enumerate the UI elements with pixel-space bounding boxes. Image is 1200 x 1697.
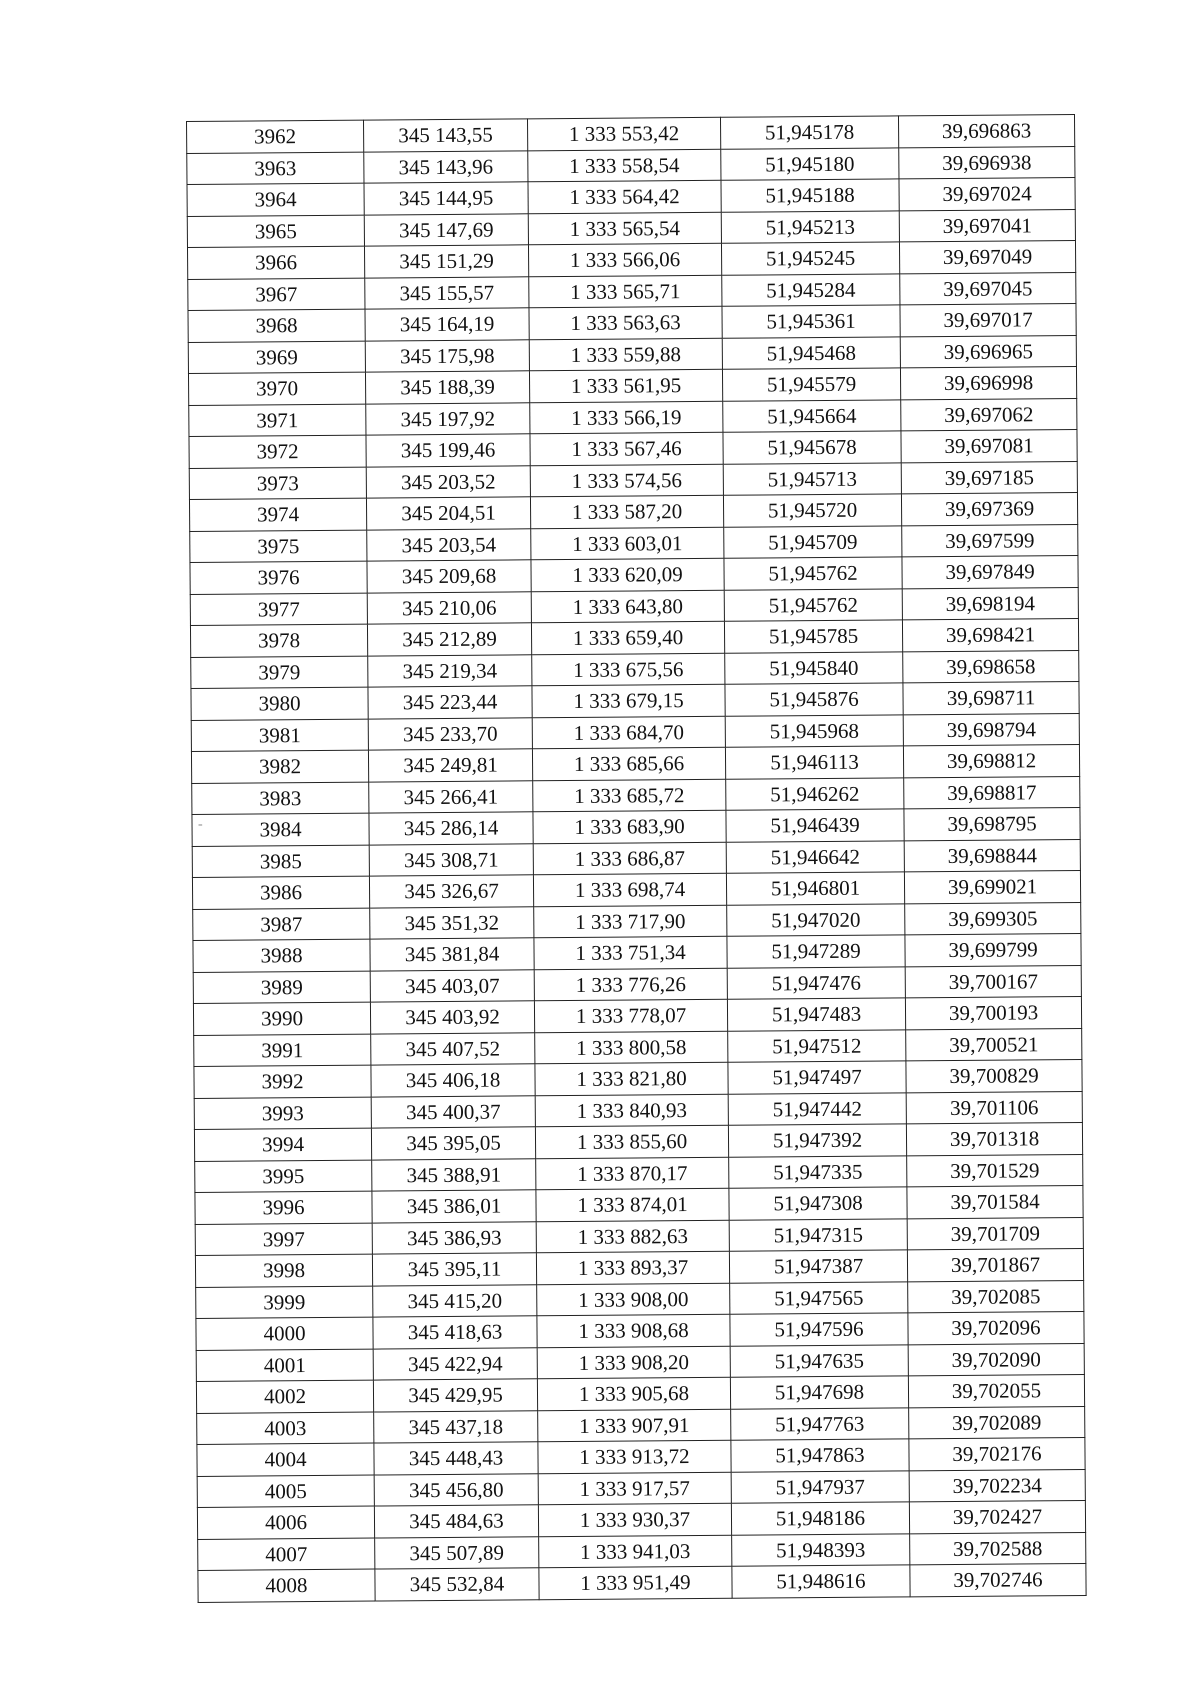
y-coordinate-cell: 1 333 643,80 <box>531 590 724 623</box>
point-number-cell: 3981 <box>191 719 368 752</box>
point-number-cell: 4008 <box>198 1569 375 1602</box>
point-number-cell: 3966 <box>187 246 364 279</box>
table-row <box>198 1563 1086 1601</box>
x-coordinate-cell: 345 484,63 <box>374 1505 538 1538</box>
y-coordinate-cell: 1 333 776,26 <box>534 968 727 1001</box>
point-number-cell: 3995 <box>195 1160 372 1193</box>
point-number-cell: 3965 <box>187 215 364 248</box>
coordinates-table-body <box>187 115 1087 1602</box>
y-coordinate-cell: 1 333 951,49 <box>539 1566 732 1599</box>
longitude-cell: 39,702176 <box>909 1437 1085 1470</box>
longitude-cell: 39,701106 <box>906 1091 1082 1124</box>
y-coordinate-cell: 1 333 855,60 <box>535 1125 728 1158</box>
x-coordinate-cell: 345 532,84 <box>375 1568 539 1601</box>
coordinates-table <box>186 114 1087 1602</box>
longitude-cell: 39,696965 <box>900 335 1076 368</box>
x-coordinate-cell: 345 188,39 <box>365 371 529 404</box>
latitude-cell: 51,947392 <box>728 1124 906 1157</box>
point-number-cell: 4006 <box>197 1506 374 1539</box>
longitude-cell: 39,702096 <box>908 1311 1084 1344</box>
y-coordinate-cell: 1 333 751,34 <box>534 936 727 969</box>
point-number-cell: 3988 <box>193 939 370 972</box>
latitude-cell: 51,947763 <box>731 1407 909 1440</box>
y-coordinate-cell: 1 333 941,03 <box>539 1535 732 1568</box>
x-coordinate-cell: 345 175,98 <box>365 339 529 372</box>
y-coordinate-cell: 1 333 930,37 <box>538 1503 731 1536</box>
y-coordinate-cell: 1 333 679,15 <box>532 684 725 717</box>
y-coordinate-cell: 1 333 553,42 <box>527 117 720 150</box>
point-number-cell: 3990 <box>193 1002 370 1035</box>
y-coordinate-cell: 1 333 800,58 <box>535 1031 728 1064</box>
longitude-cell: 39,702746 <box>910 1563 1086 1596</box>
latitude-cell: 51,945968 <box>725 714 903 747</box>
y-coordinate-cell: 1 333 893,37 <box>536 1251 729 1284</box>
latitude-cell: 51,947698 <box>730 1376 908 1409</box>
longitude-cell: 39,697041 <box>899 209 1075 242</box>
latitude-cell: 51,945245 <box>721 242 899 275</box>
y-coordinate-cell: 1 333 913,72 <box>538 1440 731 1473</box>
point-number-cell: 3975 <box>190 530 367 563</box>
latitude-cell: 51,945178 <box>720 116 898 149</box>
latitude-cell: 51,948393 <box>732 1533 910 1566</box>
latitude-cell: 51,946642 <box>726 840 904 873</box>
longitude-cell: 39,699021 <box>904 870 1080 903</box>
latitude-cell: 51,946801 <box>726 872 904 905</box>
longitude-cell: 39,697369 <box>901 493 1077 526</box>
y-coordinate-cell: 1 333 717,90 <box>534 905 727 938</box>
point-number-cell: 3980 <box>191 687 368 720</box>
y-coordinate-cell: 1 333 685,66 <box>532 747 725 780</box>
point-number-cell: 3999 <box>196 1286 373 1319</box>
scan-mark: - <box>198 817 203 832</box>
y-coordinate-cell: 1 333 567,46 <box>530 432 723 465</box>
longitude-cell: 39,701584 <box>907 1185 1083 1218</box>
longitude-cell: 39,701529 <box>907 1154 1083 1187</box>
y-coordinate-cell: 1 333 905,68 <box>537 1377 730 1410</box>
x-coordinate-cell: 345 164,19 <box>365 308 529 341</box>
y-coordinate-cell: 1 333 907,91 <box>538 1409 731 1442</box>
latitude-cell: 51,945284 <box>722 273 900 306</box>
y-coordinate-cell: 1 333 908,68 <box>537 1314 730 1347</box>
point-number-cell: 3991 <box>194 1034 371 1067</box>
longitude-cell: 39,698812 <box>903 745 1079 778</box>
latitude-cell: 51,947497 <box>728 1061 906 1094</box>
x-coordinate-cell: 345 407,52 <box>371 1032 535 1065</box>
longitude-cell: 39,701318 <box>906 1122 1082 1155</box>
y-coordinate-cell: 1 333 563,63 <box>529 306 722 339</box>
point-number-cell: 3979 <box>191 656 368 689</box>
point-number-cell: 3971 <box>189 404 366 437</box>
x-coordinate-cell: 345 308,71 <box>369 843 533 876</box>
latitude-cell: 51,946113 <box>725 746 903 779</box>
longitude-cell: 39,701709 <box>907 1217 1083 1250</box>
y-coordinate-cell: 1 333 870,17 <box>536 1157 729 1190</box>
longitude-cell: 39,698795 <box>904 808 1080 841</box>
longitude-cell: 39,697849 <box>902 556 1078 589</box>
latitude-cell: 51,947565 <box>730 1281 908 1314</box>
y-coordinate-cell: 1 333 908,00 <box>537 1283 730 1316</box>
point-number-cell: 4005 <box>197 1475 374 1508</box>
x-coordinate-cell: 345 210,06 <box>367 591 531 624</box>
x-coordinate-cell: 345 203,54 <box>367 528 531 561</box>
longitude-cell: 39,697599 <box>902 524 1078 557</box>
longitude-cell: 39,702427 <box>909 1500 1085 1533</box>
longitude-cell: 39,700829 <box>906 1059 1082 1092</box>
latitude-cell: 51,945876 <box>725 683 903 716</box>
x-coordinate-cell: 345 286,14 <box>369 812 533 845</box>
latitude-cell: 51,947289 <box>727 935 905 968</box>
x-coordinate-cell: 345 266,41 <box>369 780 533 813</box>
latitude-cell: 51,947020 <box>727 903 905 936</box>
x-coordinate-cell: 345 456,80 <box>374 1473 538 1506</box>
longitude-cell: 39,700167 <box>905 965 1081 998</box>
longitude-cell: 39,701867 <box>907 1248 1083 1281</box>
point-number-cell: 3983 <box>192 782 369 815</box>
longitude-cell: 39,696863 <box>898 115 1074 148</box>
latitude-cell: 51,945785 <box>724 620 902 653</box>
latitude-cell: 51,947937 <box>731 1470 909 1503</box>
y-coordinate-cell: 1 333 675,56 <box>532 653 725 686</box>
point-number-cell: 4000 <box>196 1317 373 1350</box>
x-coordinate-cell: 345 386,93 <box>372 1221 536 1254</box>
latitude-cell: 51,945762 <box>724 557 902 590</box>
x-coordinate-cell: 345 197,92 <box>366 402 530 435</box>
x-coordinate-cell: 345 437,18 <box>374 1410 538 1443</box>
x-coordinate-cell: 345 400,37 <box>371 1095 535 1128</box>
longitude-cell: 39,698711 <box>903 682 1079 715</box>
x-coordinate-cell: 345 212,89 <box>367 623 531 656</box>
y-coordinate-cell: 1 333 821,80 <box>535 1062 728 1095</box>
point-number-cell: 3977 <box>190 593 367 626</box>
x-coordinate-cell: 345 155,57 <box>365 276 529 309</box>
x-coordinate-cell: 345 381,84 <box>370 938 534 971</box>
x-coordinate-cell: 345 144,95 <box>364 182 528 215</box>
x-coordinate-cell: 345 351,32 <box>370 906 534 939</box>
point-number-cell: 3963 <box>187 152 364 185</box>
point-number-cell: 3964 <box>187 183 364 216</box>
y-coordinate-cell: 1 333 574,56 <box>530 464 723 497</box>
x-coordinate-cell: 345 415,20 <box>373 1284 537 1317</box>
point-number-cell: 3997 <box>195 1223 372 1256</box>
longitude-cell: 39,702588 <box>910 1532 1086 1565</box>
point-number-cell: 3986 <box>192 876 369 909</box>
longitude-cell: 39,698844 <box>904 839 1080 872</box>
x-coordinate-cell: 345 418,63 <box>373 1316 537 1349</box>
latitude-cell: 51,945180 <box>721 147 899 180</box>
x-coordinate-cell: 345 223,44 <box>368 686 532 719</box>
latitude-cell: 51,948616 <box>732 1565 910 1598</box>
point-number-cell: 3982 <box>191 750 368 783</box>
x-coordinate-cell: 345 143,55 <box>363 119 527 152</box>
longitude-cell: 39,699799 <box>905 933 1081 966</box>
point-number-cell: 3993 <box>194 1097 371 1130</box>
longitude-cell: 39,697062 <box>901 398 1077 431</box>
point-number-cell: 3967 <box>188 278 365 311</box>
longitude-cell: 39,702090 <box>908 1343 1084 1376</box>
longitude-cell: 39,698817 <box>904 776 1080 809</box>
point-number-cell: 3972 <box>189 435 366 468</box>
longitude-cell: 39,700521 <box>906 1028 1082 1061</box>
longitude-cell: 39,697045 <box>900 272 1076 305</box>
y-coordinate-cell: 1 333 659,40 <box>531 621 724 654</box>
longitude-cell: 39,702055 <box>908 1374 1084 1407</box>
x-coordinate-cell: 345 233,70 <box>368 717 532 750</box>
y-coordinate-cell: 1 333 686,87 <box>533 842 726 875</box>
point-number-cell: 4002 <box>196 1380 373 1413</box>
x-coordinate-cell: 345 203,52 <box>366 465 530 498</box>
x-coordinate-cell: 345 395,05 <box>371 1127 535 1160</box>
latitude-cell: 51,947315 <box>729 1218 907 1251</box>
latitude-cell: 51,945664 <box>723 399 901 432</box>
y-coordinate-cell: 1 333 840,93 <box>535 1094 728 1127</box>
longitude-cell: 39,698421 <box>902 619 1078 652</box>
y-coordinate-cell: 1 333 874,01 <box>536 1188 729 1221</box>
latitude-cell: 51,947442 <box>728 1092 906 1125</box>
longitude-cell: 39,702085 <box>908 1280 1084 1313</box>
y-coordinate-cell: 1 333 620,09 <box>531 558 724 591</box>
y-coordinate-cell: 1 333 685,72 <box>533 779 726 812</box>
x-coordinate-cell: 345 219,34 <box>368 654 532 687</box>
latitude-cell: 51,945213 <box>721 210 899 243</box>
point-number-cell: 3978 <box>190 624 367 657</box>
longitude-cell: 39,697081 <box>901 430 1077 463</box>
y-coordinate-cell: 1 333 564,42 <box>528 180 721 213</box>
y-coordinate-cell: 1 333 558,54 <box>528 149 721 182</box>
latitude-cell: 51,945762 <box>724 588 902 621</box>
x-coordinate-cell: 345 403,92 <box>370 1001 534 1034</box>
point-number-cell: 3962 <box>187 120 364 153</box>
point-number-cell: 3985 <box>192 845 369 878</box>
latitude-cell: 51,948186 <box>731 1502 909 1535</box>
latitude-cell: 51,945840 <box>725 651 903 684</box>
x-coordinate-cell: 345 406,18 <box>371 1064 535 1097</box>
longitude-cell: 39,700193 <box>905 996 1081 1029</box>
point-number-cell: 3969 <box>188 341 365 374</box>
x-coordinate-cell: 345 143,96 <box>364 150 528 183</box>
point-number-cell: 3973 <box>189 467 366 500</box>
point-number-cell: 3984 <box>192 813 369 846</box>
point-number-cell: 3987 <box>193 908 370 941</box>
y-coordinate-cell: 1 333 559,88 <box>529 338 722 371</box>
point-number-cell: 3994 <box>194 1128 371 1161</box>
y-coordinate-cell: 1 333 565,71 <box>529 275 722 308</box>
latitude-cell: 51,947335 <box>729 1155 907 1188</box>
x-coordinate-cell: 345 199,46 <box>366 434 530 467</box>
latitude-cell: 51,945709 <box>724 525 902 558</box>
y-coordinate-cell: 1 333 698,74 <box>533 873 726 906</box>
x-coordinate-cell: 345 386,01 <box>372 1190 536 1223</box>
longitude-cell: 39,699305 <box>905 902 1081 935</box>
point-number-cell: 4007 <box>198 1538 375 1571</box>
x-coordinate-cell: 345 204,51 <box>366 497 530 530</box>
longitude-cell: 39,696938 <box>899 146 1075 179</box>
x-coordinate-cell: 345 249,81 <box>368 749 532 782</box>
y-coordinate-cell: 1 333 778,07 <box>534 999 727 1032</box>
latitude-cell: 51,947512 <box>728 1029 906 1062</box>
longitude-cell: 39,697024 <box>899 178 1075 211</box>
latitude-cell: 51,947483 <box>727 998 905 1031</box>
y-coordinate-cell: 1 333 683,90 <box>533 810 726 843</box>
latitude-cell: 51,947635 <box>730 1344 908 1377</box>
latitude-cell: 51,945579 <box>722 368 900 401</box>
longitude-cell: 39,697017 <box>900 304 1076 337</box>
latitude-cell: 51,947308 <box>729 1187 907 1220</box>
point-number-cell: 3992 <box>194 1065 371 1098</box>
point-number-cell: 4004 <box>197 1443 374 1476</box>
longitude-cell: 39,697185 <box>901 461 1077 494</box>
y-coordinate-cell: 1 333 566,06 <box>528 243 721 276</box>
y-coordinate-cell: 1 333 603,01 <box>531 527 724 560</box>
longitude-cell: 39,696998 <box>900 367 1076 400</box>
y-coordinate-cell: 1 333 587,20 <box>530 495 723 528</box>
point-number-cell: 4003 <box>197 1412 374 1445</box>
longitude-cell: 39,698194 <box>902 587 1078 620</box>
y-coordinate-cell: 1 333 684,70 <box>532 716 725 749</box>
latitude-cell: 51,946262 <box>726 777 904 810</box>
longitude-cell: 39,697049 <box>899 241 1075 274</box>
x-coordinate-cell: 345 395,11 <box>372 1253 536 1286</box>
latitude-cell: 51,945713 <box>723 462 901 495</box>
point-number-cell: 3968 <box>188 309 365 342</box>
y-coordinate-cell: 1 333 882,63 <box>536 1220 729 1253</box>
longitude-cell: 39,702234 <box>909 1469 1085 1502</box>
point-number-cell: 3989 <box>193 971 370 1004</box>
point-number-cell: 3996 <box>195 1191 372 1224</box>
latitude-cell: 51,945678 <box>723 431 901 464</box>
latitude-cell: 51,945188 <box>721 179 899 212</box>
x-coordinate-cell: 345 448,43 <box>374 1442 538 1475</box>
y-coordinate-cell: 1 333 561,95 <box>529 369 722 402</box>
longitude-cell: 39,702089 <box>909 1406 1085 1439</box>
x-coordinate-cell: 345 326,67 <box>369 875 533 908</box>
longitude-cell: 39,698658 <box>903 650 1079 683</box>
x-coordinate-cell: 345 507,89 <box>375 1536 539 1569</box>
x-coordinate-cell: 345 429,95 <box>373 1379 537 1412</box>
point-number-cell: 3970 <box>188 372 365 405</box>
latitude-cell: 51,947476 <box>727 966 905 999</box>
x-coordinate-cell: 345 422,94 <box>373 1347 537 1380</box>
y-coordinate-cell: 1 333 565,54 <box>528 212 721 245</box>
point-number-cell: 4001 <box>196 1349 373 1382</box>
y-coordinate-cell: 1 333 566,19 <box>530 401 723 434</box>
latitude-cell: 51,947596 <box>730 1313 908 1346</box>
latitude-cell: 51,947863 <box>731 1439 909 1472</box>
latitude-cell: 51,945720 <box>723 494 901 527</box>
x-coordinate-cell: 345 209,68 <box>367 560 531 593</box>
point-number-cell: 3974 <box>189 498 366 531</box>
x-coordinate-cell: 345 151,29 <box>364 245 528 278</box>
latitude-cell: 51,946439 <box>726 809 904 842</box>
point-number-cell: 3976 <box>190 561 367 594</box>
latitude-cell: 51,945361 <box>722 305 900 338</box>
point-number-cell: 3998 <box>195 1254 372 1287</box>
y-coordinate-cell: 1 333 908,20 <box>537 1346 730 1379</box>
x-coordinate-cell: 345 388,91 <box>372 1158 536 1191</box>
latitude-cell: 51,947387 <box>729 1250 907 1283</box>
latitude-cell: 51,945468 <box>722 336 900 369</box>
x-coordinate-cell: 345 403,07 <box>370 969 534 1002</box>
y-coordinate-cell: 1 333 917,57 <box>538 1472 731 1505</box>
longitude-cell: 39,698794 <box>903 713 1079 746</box>
x-coordinate-cell: 345 147,69 <box>364 213 528 246</box>
